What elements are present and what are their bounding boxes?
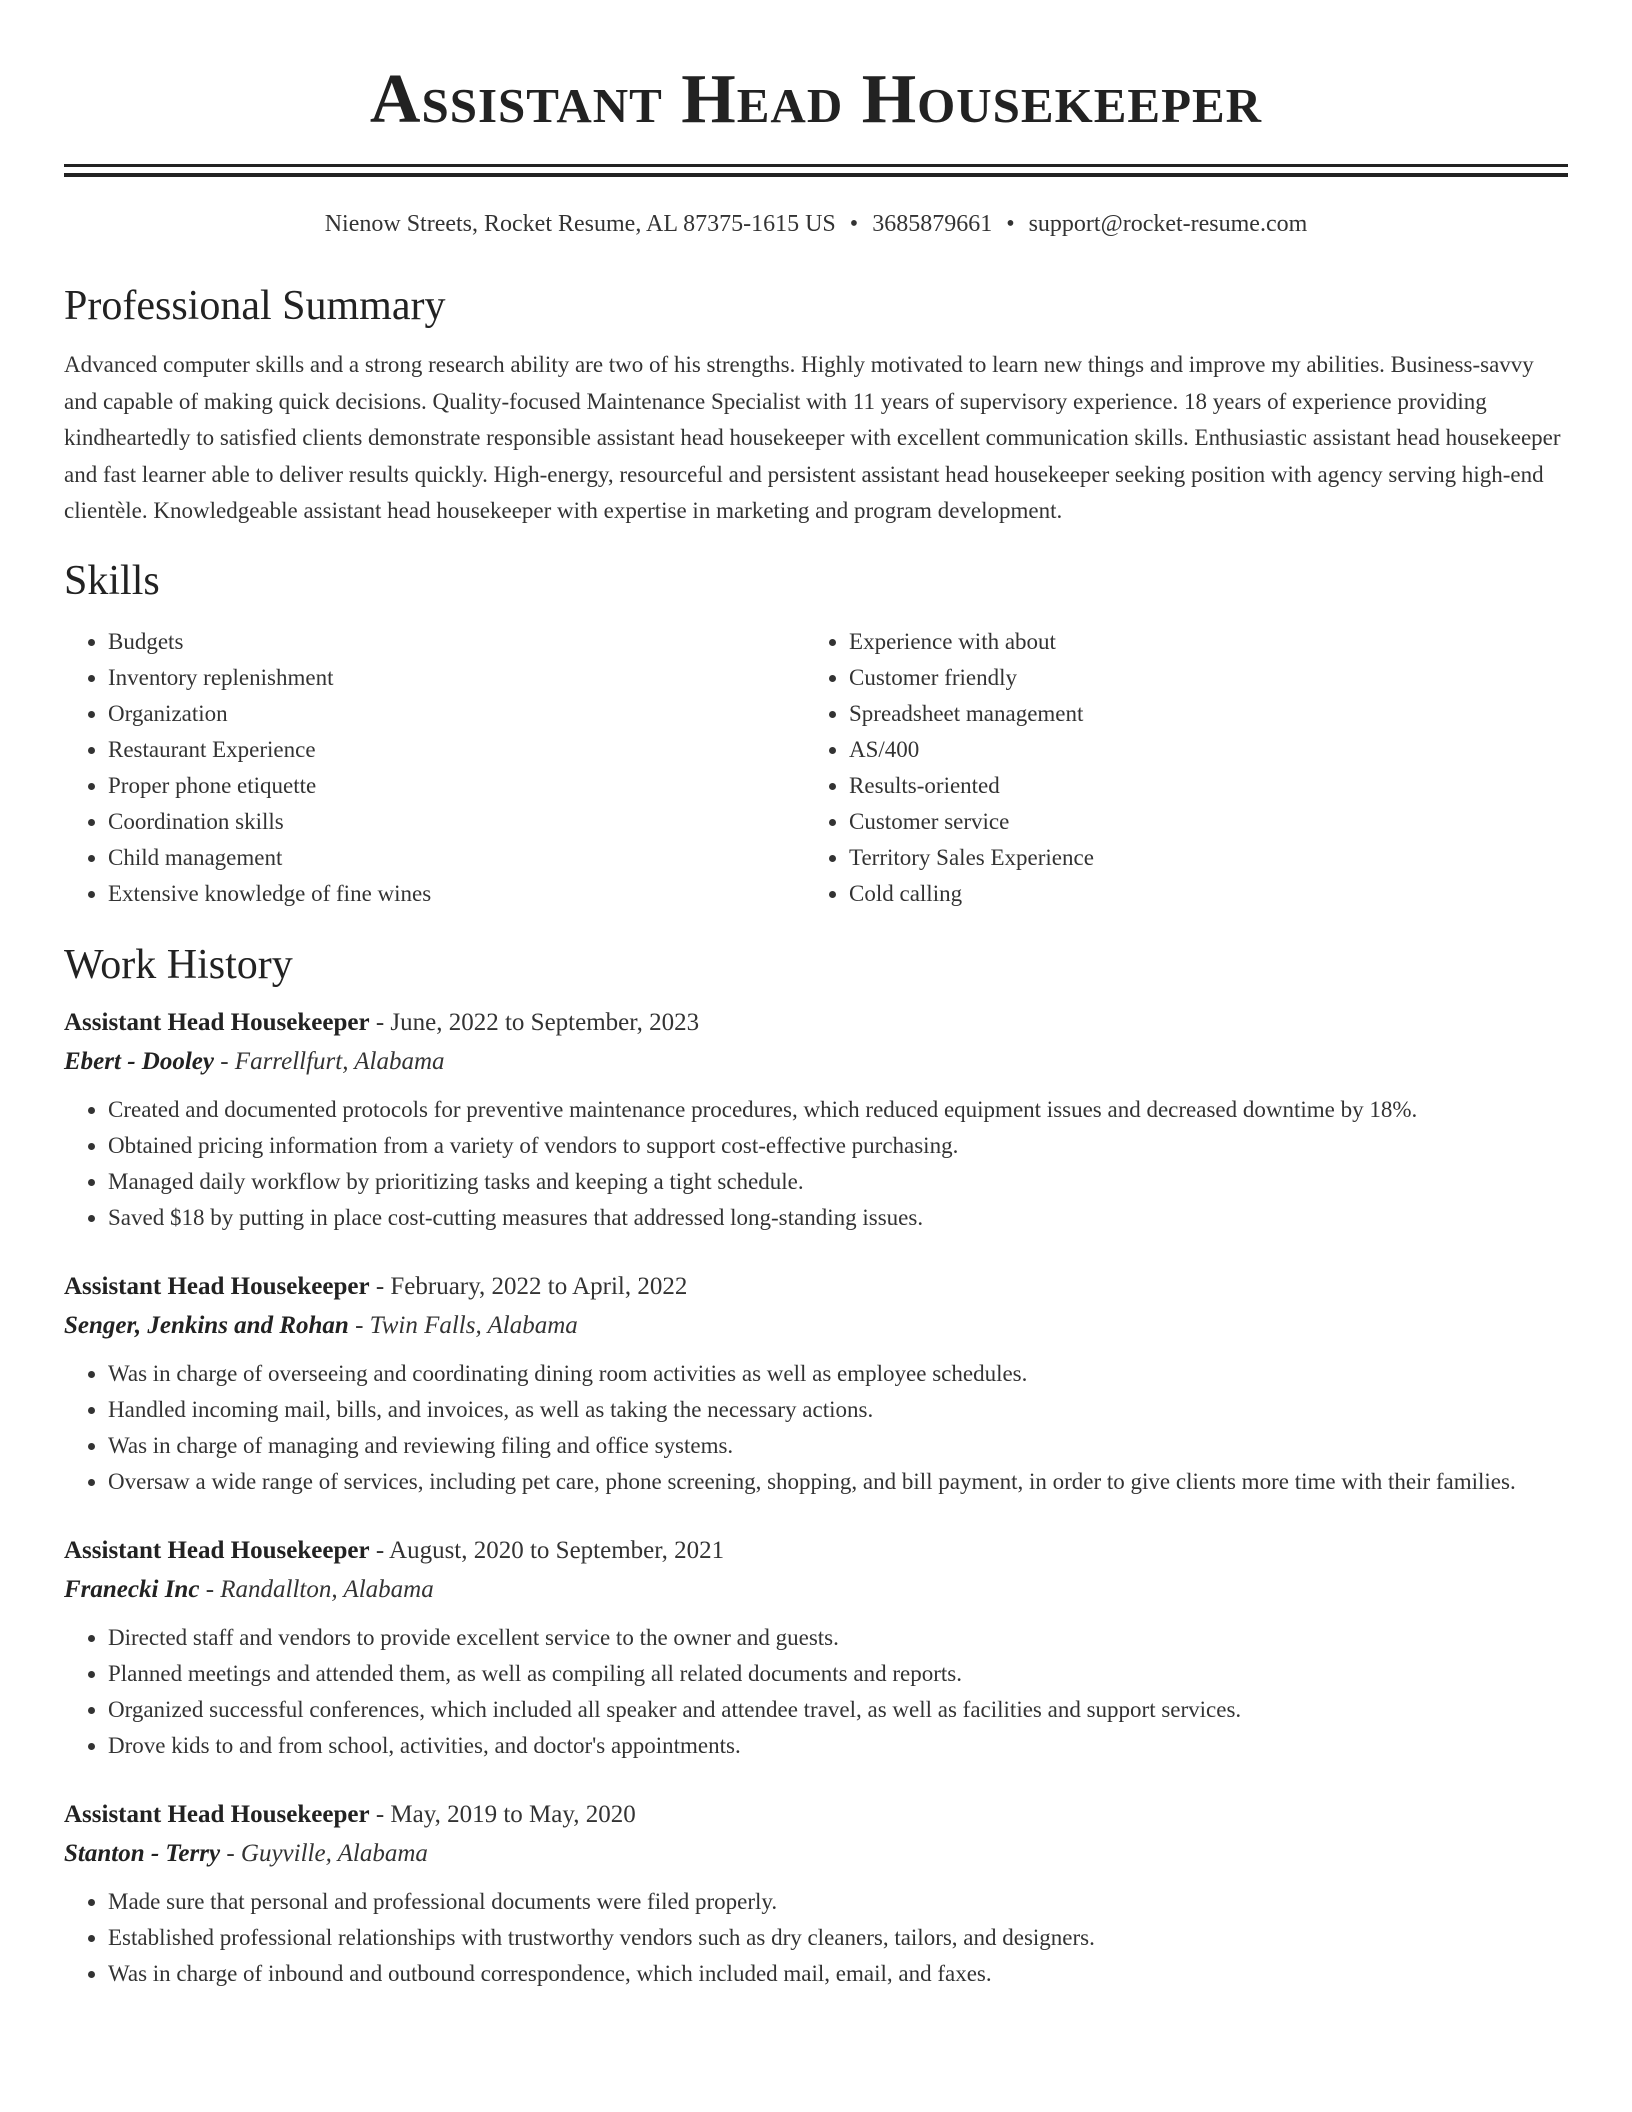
job-title: Assistant Head Housekeeper xyxy=(64,1272,370,1300)
job-bullet: • Was in charge of inbound and outbound correspondence, which included mail, email, and faxes. xyxy=(108,1956,1568,1992)
skills-columns xyxy=(64,624,1568,912)
job-title: Assistant Head Housekeeper xyxy=(64,1536,370,1564)
job-bullet: • Made sure that personal and professional documents were filed properly. xyxy=(108,1884,1568,1920)
job-bullet: • Created and documented protocols for preventive maintenance procedures, which reduced equipment issues and decreased downtime by 18%. xyxy=(108,1092,1568,1128)
skill-item: • Proper phone etiquette xyxy=(108,768,805,804)
job-title-line xyxy=(64,1268,1568,1306)
bullet-separator-icon: • xyxy=(849,211,859,237)
job-title-line xyxy=(64,1532,1568,1570)
skill-item: • Customer friendly xyxy=(849,660,1568,696)
job-bullet: • Handled incoming mail, bills, and invoices, as well as taking the necessary actions. xyxy=(108,1392,1568,1428)
job-bullets xyxy=(64,1092,1568,1236)
job-entry xyxy=(64,1004,1568,1236)
skill-item: • Inventory replenishment xyxy=(108,660,805,696)
job-bullet: • Saved $18 by putting in place cost-cutting measures that addressed long-standing issues. xyxy=(108,1200,1568,1236)
skill-item: • Territory Sales Experience xyxy=(849,840,1568,876)
contact-line xyxy=(64,207,1568,241)
company-location: - Randallton, Alabama xyxy=(199,1575,434,1603)
skill-item: • Child management xyxy=(108,840,805,876)
company-location: - Guyville, Alabama xyxy=(220,1839,428,1867)
header-divider-bottom xyxy=(64,173,1568,177)
job-dates: - June, 2022 to September, 2023 xyxy=(369,1008,700,1036)
skill-item: • Budgets xyxy=(108,624,805,660)
job-bullet: • Directed staff and vendors to provide excellent service to the owner and guests. xyxy=(108,1620,1568,1656)
company-name: Ebert - Dooley xyxy=(64,1047,214,1075)
company-location: - Twin Falls, Alabama xyxy=(348,1311,578,1339)
company-line xyxy=(64,1042,1568,1082)
job-bullet: • Established professional relationships with trustworthy vendors such as dry cleaners, tailors, and designers. xyxy=(108,1920,1568,1956)
skill-item: • Organization xyxy=(108,696,805,732)
job-bullets xyxy=(64,1884,1568,1992)
company-location: - Farrellfurt, Alabama xyxy=(213,1047,445,1075)
skill-item: • AS/400 xyxy=(849,732,1568,768)
skills-heading: Skills xyxy=(64,557,160,604)
summary-text: Advanced computer skills and a strong research ability are two of his strengths. Highly motivated to learn new things and improve my abilities. Business-savvy and capable of making quick decisions. Quality-focused Maintenance Specialist with 11 years of supervisory experience. 18 years of experience providing kindheartedly to satisfied clients demonstrate responsible assistant head housekeeper with excellent communication skills. Enthusiastic assistant head housekeeper and fast learner able to deliver results quickly. High-energy, resourceful and persistent assistant head housekeeper seeking position with agency serving high-end clientèle. Knowledgeable assistant head housekeeper with expertise in marketing and program development. xyxy=(64,352,1561,523)
company-line xyxy=(64,1306,1568,1346)
skill-item: • Experience with about xyxy=(849,624,1568,660)
job-bullet: • Oversaw a wide range of services, including pet care, phone screening, shopping, and bill payment, in order to give clients more time with their families. xyxy=(108,1464,1568,1500)
job-dates: - May, 2019 to May, 2020 xyxy=(369,1800,636,1828)
job-dates: - February, 2022 to April, 2022 xyxy=(369,1272,688,1300)
job-bullet: • Obtained pricing information from a variety of vendors to support cost-effective purchasing. xyxy=(108,1128,1568,1164)
company-name: Franecki Inc xyxy=(64,1575,200,1603)
company-name: Stanton - Terry xyxy=(64,1839,221,1867)
skill-item: • Customer service xyxy=(849,804,1568,840)
resume-name: Assistant Head Housekeeper xyxy=(369,61,1263,138)
job-entry xyxy=(64,1532,1568,1764)
summary-heading: Professional Summary xyxy=(64,283,446,329)
header-divider-top xyxy=(64,164,1568,167)
skill-item: • Restaurant Experience xyxy=(108,732,805,768)
job-title: Assistant Head Housekeeper xyxy=(64,1008,370,1036)
contact-address: Nienow Streets, Rocket Resume, AL 87375-1615 US xyxy=(324,211,836,237)
company-name: Senger, Jenkins and Rohan xyxy=(64,1311,349,1339)
company-line xyxy=(64,1570,1568,1610)
job-bullets xyxy=(64,1620,1568,1764)
resume-page xyxy=(64,0,1568,1992)
job-bullet: • Was in charge of overseeing and coordinating dining room activities as well as employee schedules. xyxy=(108,1356,1568,1392)
job-title-line xyxy=(64,1796,1568,1834)
job-dates: - August, 2020 to September, 2021 xyxy=(369,1536,725,1564)
skill-item: • Spreadsheet management xyxy=(849,696,1568,732)
job-bullet: • Organized successful conferences, which included all speaker and attendee travel, as well as facilities and support services. xyxy=(108,1692,1568,1728)
job-entry xyxy=(64,1268,1568,1500)
bullet-separator-icon: • xyxy=(1006,211,1015,237)
skill-item: • Results-oriented xyxy=(849,768,1568,804)
skills-list-right xyxy=(805,624,1568,912)
job-bullet: • Planned meetings and attended them, as well as compiling all related documents and reports. xyxy=(108,1656,1568,1692)
job-title-line xyxy=(64,1004,1568,1042)
job-bullets xyxy=(64,1356,1568,1500)
contact-phone: 3685879661 xyxy=(872,211,993,237)
job-title: Assistant Head Housekeeper xyxy=(64,1800,370,1828)
skill-item: • Coordination skills xyxy=(108,804,805,840)
work-history-heading: Work History xyxy=(64,941,293,988)
skill-item: • Cold calling xyxy=(849,876,1568,912)
skill-item: • Extensive knowledge of fine wines xyxy=(108,876,805,912)
job-bullet: • Managed daily workflow by prioritizing tasks and keeping a tight schedule. xyxy=(108,1164,1568,1200)
job-bullet: • Was in charge of managing and reviewing filing and office systems. xyxy=(108,1428,1568,1464)
job-entry xyxy=(64,1796,1568,1992)
contact-email: support@rocket-resume.com xyxy=(1028,211,1308,237)
job-bullet: • Drove kids to and from school, activities, and doctor's appointments. xyxy=(108,1728,1568,1764)
company-line xyxy=(64,1834,1568,1874)
skills-list-left xyxy=(64,624,805,912)
